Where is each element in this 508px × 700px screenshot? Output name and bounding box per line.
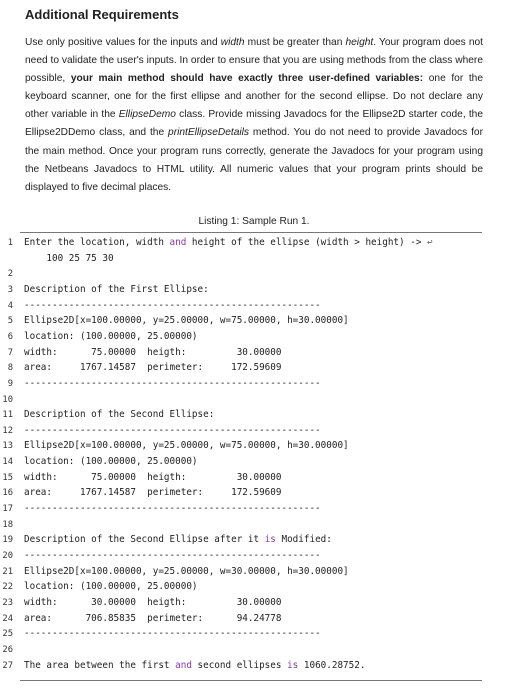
code-text: [24, 533, 332, 547]
code-text: [24, 408, 214, 422]
code-line: [0, 346, 508, 360]
paragraph-text: . Your program does not need to validate the user's inputs. In order to ensure that you are using methods from the class where possible,: [25, 37, 483, 85]
line-number: 16: [2, 488, 13, 499]
line-number: 19: [2, 535, 13, 546]
code-token: The area between the first: [24, 659, 176, 671]
code-line: [0, 283, 508, 297]
paragraph-bold: your main method should have exactly three user-defined variables:: [70, 73, 424, 85]
code-token: area: 1767.14587 perimeter: 172.59609: [24, 362, 282, 374]
line-number: 13: [2, 441, 13, 452]
line-number: 24: [2, 613, 13, 624]
code-line: [0, 314, 508, 328]
code-text: [24, 330, 198, 344]
paragraph-text: method. You do not need to provide Javadocs for the main method. Once your program runs correctly, generate the Javadocs for your program using the Netbeans Javadocs to HTML utility. All numeric values that your program prints should be displayed to five decimal places.: [25, 127, 483, 193]
line-number: 5: [7, 316, 13, 327]
code-text: [24, 502, 321, 516]
code-token: -----------------------------------------------------: [24, 299, 321, 311]
code-keyword: and: [169, 237, 187, 248]
code-token: location: (100.00000, 25.00000): [24, 581, 198, 593]
code-text: [24, 471, 281, 485]
code-line: [0, 643, 508, 657]
code-line: [0, 455, 508, 469]
code-token: Modified:: [275, 534, 332, 546]
code-line: [0, 627, 508, 641]
paragraph-emphasis: height: [345, 37, 374, 48]
paragraph-emphasis: printEllipseDetails: [168, 127, 250, 139]
paragraph-text: must be greater than: [244, 37, 346, 48]
code-text: [24, 314, 349, 328]
code-token: Enter the location, width: [24, 237, 170, 248]
code-token: area: 1767.14587 perimeter: 172.59609: [24, 487, 282, 499]
code-text: [24, 612, 281, 626]
code-line: [0, 580, 508, 594]
code-line: [0, 612, 508, 626]
code-keyword: is: [287, 659, 299, 671]
code-line: [0, 549, 508, 563]
code-text: [24, 377, 321, 391]
listing-bottom-rule: [20, 680, 482, 681]
code-line: [0, 518, 508, 532]
paragraph-text: Use only positive values for the inputs and: [25, 37, 221, 48]
code-token: Ellipse2D[x=100.00000, y=25.00000, w=75.00000, h=30.00000]: [24, 440, 349, 452]
code-text: [24, 424, 321, 438]
line-number: 14: [2, 457, 13, 468]
code-line: [0, 408, 508, 422]
code-text: [24, 455, 198, 469]
code-line: [0, 424, 508, 438]
code-line: [0, 267, 508, 281]
line-number: 10: [2, 394, 13, 405]
code-token: Description of the Second Ellipse after it: [24, 534, 265, 546]
line-number: 18: [2, 519, 13, 530]
line-number: 8: [7, 363, 13, 374]
code-text: [24, 299, 321, 313]
code-text: [24, 346, 281, 360]
code-token: 100 25 75 30: [24, 252, 114, 264]
paragraph-text: class. Provide missing Javadocs for the Ellipse2D starter code, the Ellipse2DDemo class, and the: [25, 109, 484, 139]
code-token: location: (100.00000, 25.00000): [24, 456, 198, 468]
line-number: 17: [2, 504, 13, 515]
code-text: [24, 627, 321, 641]
paragraph-emphasis: EllipseDemo: [118, 109, 176, 121]
line-number: 1: [7, 238, 13, 248]
code-token: -----------------------------------------------------: [24, 550, 321, 561]
code-line: [0, 486, 508, 500]
line-number: 20: [2, 551, 13, 561]
line-number: 11: [2, 410, 13, 421]
code-line: [0, 659, 508, 673]
paragraph-emphasis: width: [220, 37, 245, 48]
line-number: 4: [7, 300, 13, 311]
listing-top-rule: [20, 232, 482, 233]
code-token: second ellipses: [191, 659, 288, 671]
code-text: [24, 486, 281, 500]
code-token: location: (100.00000, 25.00000): [24, 330, 198, 342]
code-token: Ellipse2D[x=100.00000, y=25.00000, w=30.00000, h=30.00000]: [24, 565, 349, 577]
line-number: 27: [2, 660, 13, 671]
code-text: [24, 283, 209, 297]
code-text: [24, 565, 349, 579]
code-line: [0, 502, 508, 516]
line-number: 12: [2, 425, 13, 436]
line-wrap-icon: ↩: [427, 237, 433, 248]
code-token: area: 706.85835 perimeter: 94.24778: [24, 612, 282, 624]
code-token: 1060.28752.: [298, 659, 366, 671]
code-token: Description of the Second Ellipse:: [24, 409, 215, 421]
code-text: [24, 659, 365, 673]
code-token: -----------------------------------------------------: [24, 628, 321, 640]
line-number: 15: [2, 472, 13, 483]
code-token: Ellipse2D[x=100.00000, y=25.00000, w=75.00000, h=30.00000]: [24, 315, 349, 327]
code-line: [0, 439, 508, 453]
code-token: -----------------------------------------------------: [24, 424, 321, 436]
code-line: [0, 377, 508, 391]
code-line: [0, 393, 508, 407]
line-number: 23: [2, 597, 13, 608]
code-line: [0, 596, 508, 610]
code-keyword: and: [175, 659, 192, 671]
code-line: [0, 299, 508, 313]
code-line: [0, 471, 508, 485]
code-line: [0, 361, 508, 375]
code-token: -----------------------------------------------------: [24, 377, 321, 389]
code-line: [0, 330, 508, 344]
code-keyword: is: [264, 534, 276, 546]
code-text: [24, 549, 321, 563]
code-text: [24, 236, 433, 250]
code-token: width: 75.00000 heigth: 30.00000: [24, 471, 282, 483]
code-line: [0, 533, 508, 547]
line-number: 26: [2, 644, 13, 655]
line-number: 21: [2, 566, 13, 577]
code-token: height of the ellipse (width > height) ->: [186, 237, 428, 248]
line-number: 9: [7, 378, 13, 389]
code-text: [24, 361, 281, 375]
line-number: 7: [7, 347, 13, 358]
listing-caption: Listing 1: Sample Run 1.: [198, 216, 310, 227]
line-number: 25: [2, 629, 13, 640]
section-heading: Additional Requirements: [25, 7, 179, 22]
requirements-paragraph: [25, 34, 483, 197]
paragraph-text: one for the keyboard scanner, one for the first ellipse and another for the second ellipse. Do not declare any other variable in the: [25, 73, 484, 121]
code-line: [0, 252, 508, 266]
code-text: [24, 596, 281, 610]
code-line: [0, 236, 508, 250]
code-text: [24, 252, 114, 266]
line-number: 3: [7, 284, 13, 295]
code-token: -----------------------------------------------------: [24, 503, 321, 515]
code-token: width: 75.00000 heigth: 30.00000: [24, 346, 282, 358]
code-token: width: 30.00000 heigth: 30.00000: [24, 596, 282, 608]
line-number: 2: [7, 269, 13, 280]
line-number: 6: [7, 331, 13, 342]
code-token: Description of the First Ellipse:: [24, 283, 209, 295]
code-text: [24, 439, 349, 453]
code-text: [24, 580, 198, 594]
line-number: 22: [2, 582, 13, 593]
code-line: [0, 565, 508, 579]
